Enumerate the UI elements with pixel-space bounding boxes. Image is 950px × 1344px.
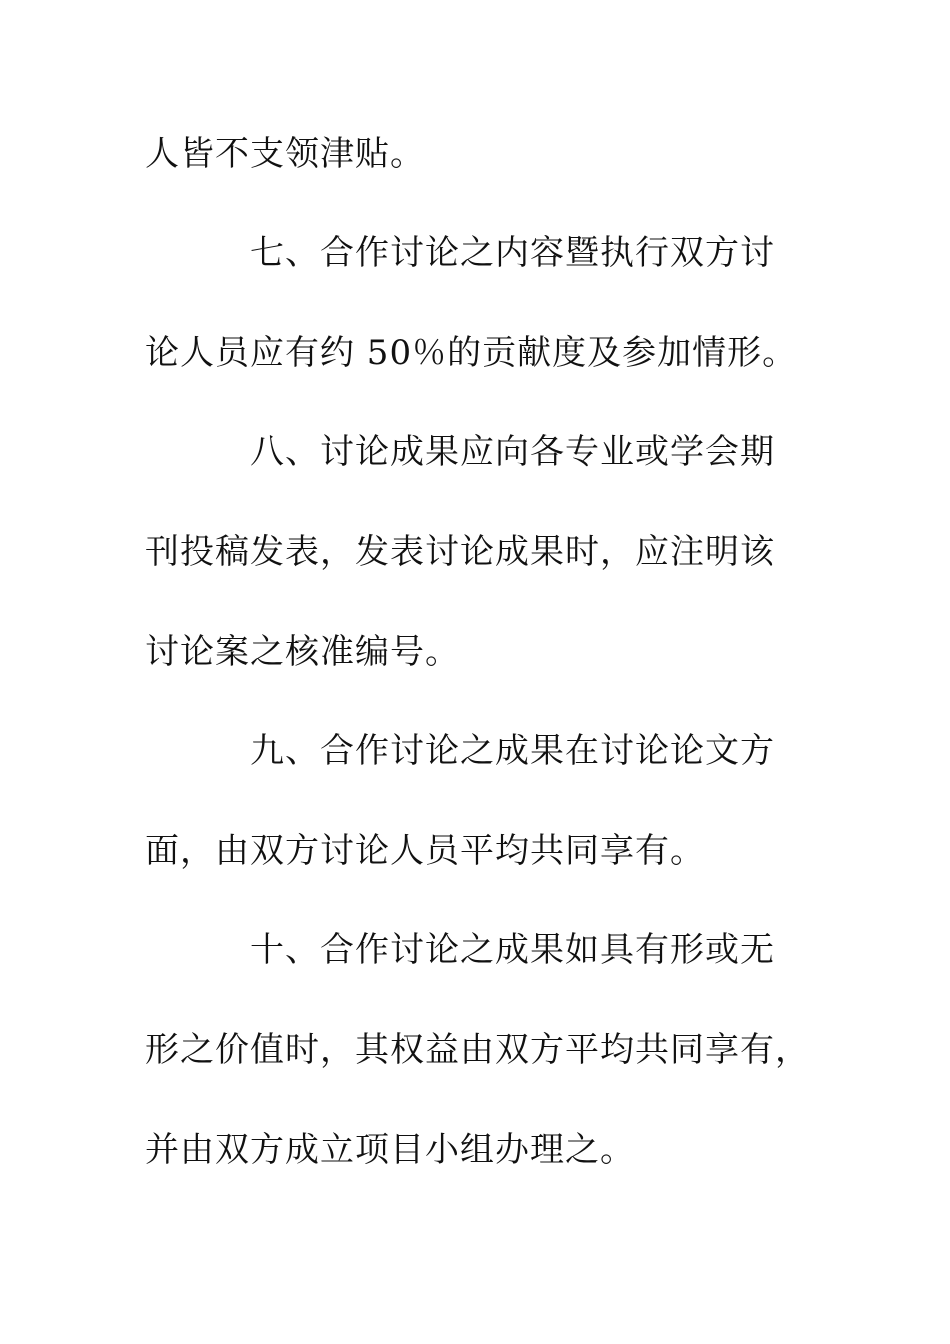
text-line: 论人员应有约 50％的贡献度及参加情形。 — [145, 333, 798, 373]
text-line: 并由双方成立项目小组办理之。 — [145, 1130, 635, 1170]
text-line: 面，由双方讨论人员平均共同享有。 — [145, 831, 705, 871]
text-line: 八、讨论成果应向各专业或学会期 — [250, 432, 775, 472]
text-line: 讨论案之核准编号。 — [145, 632, 460, 672]
text-line: 刊投稿发表，发表讨论成果时，应注明该 — [145, 532, 775, 572]
text-line: 九、合作讨论之成果在讨论论文方 — [250, 731, 775, 771]
text-line: 形之价值时，其权益由双方平均共同享有， — [145, 1030, 810, 1070]
text-line: 七、合作讨论之内容暨执行双方讨 — [250, 233, 775, 273]
text-line: 十、合作讨论之成果如具有形或无 — [250, 930, 775, 970]
text-line: 人皆不支领津贴。 — [145, 134, 425, 174]
